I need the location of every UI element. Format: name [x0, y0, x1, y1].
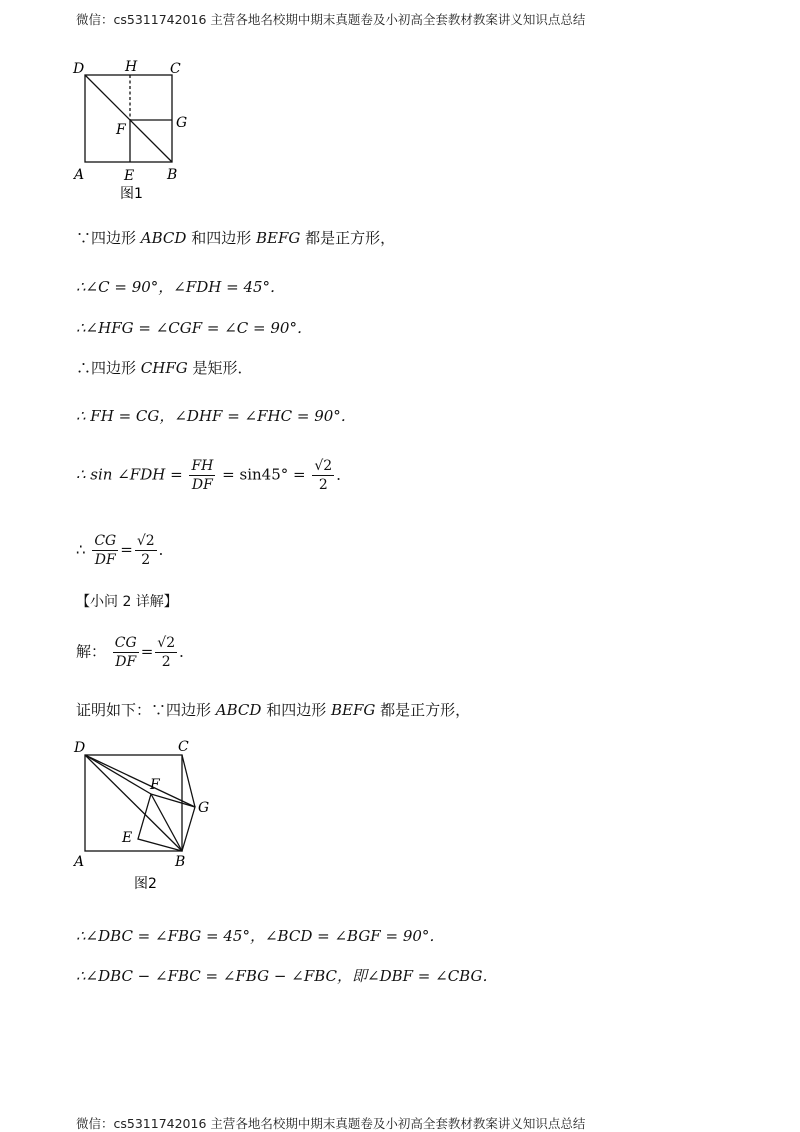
fraction-denominator: DF	[115, 654, 137, 670]
label-b: B	[167, 167, 178, 183]
line-8-text-b: =	[140, 642, 154, 661]
fraction-numerator: CG	[94, 533, 117, 549]
fraction-fh-df	[189, 457, 215, 494]
line-9-text-a: 证明如下：∵四边形	[76, 701, 216, 719]
line-1-text-e: 都是正方形，	[300, 229, 396, 247]
fraction-denominator: 2	[161, 654, 171, 670]
label-h: H	[125, 59, 138, 75]
fraction-numerator: √2	[314, 458, 333, 474]
fraction-denominator: DF	[191, 477, 213, 493]
fraction-numerator: √2	[157, 635, 176, 651]
segment-cg	[182, 755, 195, 807]
label-e: E	[122, 830, 133, 846]
line-1	[76, 228, 395, 248]
line-6-text-c: ．	[336, 465, 352, 484]
label-e: E	[124, 168, 135, 184]
line-4-chfg: CHFG	[140, 359, 188, 377]
label-g: G	[176, 115, 188, 131]
line-4	[76, 358, 253, 378]
line-11: ∴∠DBC − ∠FBC = ∠FBG − ∠FBC，即∠DBF = ∠CBG．	[76, 967, 498, 985]
line-8	[76, 634, 194, 671]
line-1-text-c: 和四边形	[186, 229, 256, 247]
label-f: F	[150, 777, 160, 793]
line-9	[76, 700, 470, 720]
page-header: 微信：cs5311742016 主营各地名校期中期末真题卷及小初高全套教材教案讲义知识点总结	[76, 12, 586, 27]
section-heading-2: 【小问 2 详解】	[76, 594, 178, 610]
line-9-abcd: ABCD	[215, 701, 262, 719]
figure-1-caption: 图1	[120, 186, 143, 202]
line-3: ∴∠HFG = ∠CGF = ∠C = 90°．	[76, 319, 312, 337]
label-a: A	[74, 167, 85, 183]
diagonal-bf	[151, 794, 182, 851]
figure-2	[70, 735, 230, 895]
line-8-text-c: ．	[179, 642, 195, 661]
line-7-text-b: =	[120, 540, 133, 559]
line-1-text-a: ∵四边形	[76, 229, 141, 247]
line-4-text-a: ∴四边形	[76, 359, 141, 377]
line-7-text-a: ∴	[76, 540, 86, 559]
line-1-befg: BEFG	[255, 229, 301, 247]
label-b: B	[175, 854, 186, 870]
line-5: ∴ FH = CG，∠DHF = ∠FHC = 90°．	[76, 407, 356, 425]
line-7	[76, 532, 174, 569]
line-7-text-c: ．	[158, 540, 174, 559]
label-c: C	[178, 739, 189, 755]
label-a: A	[74, 854, 85, 870]
line-9-befg: BEFG	[330, 701, 376, 719]
line-6-text-a: ∴ sin ∠FDH =	[76, 465, 183, 484]
figure-2-diagram	[70, 735, 230, 895]
fraction-denominator: 2	[318, 477, 328, 493]
label-d: D	[74, 740, 86, 756]
fraction-cg-df	[113, 634, 139, 671]
figure-1	[70, 58, 200, 208]
label-d: D	[73, 61, 85, 77]
line-6	[76, 457, 351, 494]
figure-2-caption: 图2	[134, 876, 157, 892]
fraction-cg-df	[92, 532, 118, 569]
diagonal-db	[85, 755, 182, 851]
line-2: ∴∠C = 90°，∠FDH = 45°．	[76, 278, 286, 296]
fraction-sqrt2-2	[135, 532, 157, 569]
fraction-sqrt2-2	[312, 457, 334, 494]
diagonal-db	[85, 75, 172, 162]
figure-1-diagram	[70, 58, 200, 208]
fraction-sqrt2-2	[155, 634, 177, 671]
line-9-text-c: 和四边形	[261, 701, 331, 719]
label-f: F	[116, 122, 126, 138]
fraction-denominator: DF	[94, 552, 116, 568]
segment-dg	[85, 755, 195, 807]
line-10: ∴∠DBC = ∠FBG = 45°，∠BCD = ∠BGF = 90°．	[76, 927, 445, 945]
label-g: G	[198, 800, 210, 816]
line-8-text-a: 解：	[76, 642, 107, 661]
page-footer: 微信：cs5311742016 主营各地名校期中期末真题卷及小初高全套教材教案讲义知识点总结	[76, 1116, 586, 1131]
line-9-text-e: 都是正方形，	[375, 701, 471, 719]
line-4-text-c: 是矩形．	[187, 359, 253, 377]
fraction-numerator: CG	[114, 635, 137, 651]
fraction-numerator: FH	[191, 458, 214, 474]
line-1-abcd: ABCD	[140, 229, 187, 247]
fraction-denominator: 2	[141, 552, 151, 568]
line-6-text-b: = sin45° =	[222, 465, 306, 484]
fraction-numerator: √2	[136, 533, 155, 549]
label-c: C	[170, 61, 181, 77]
